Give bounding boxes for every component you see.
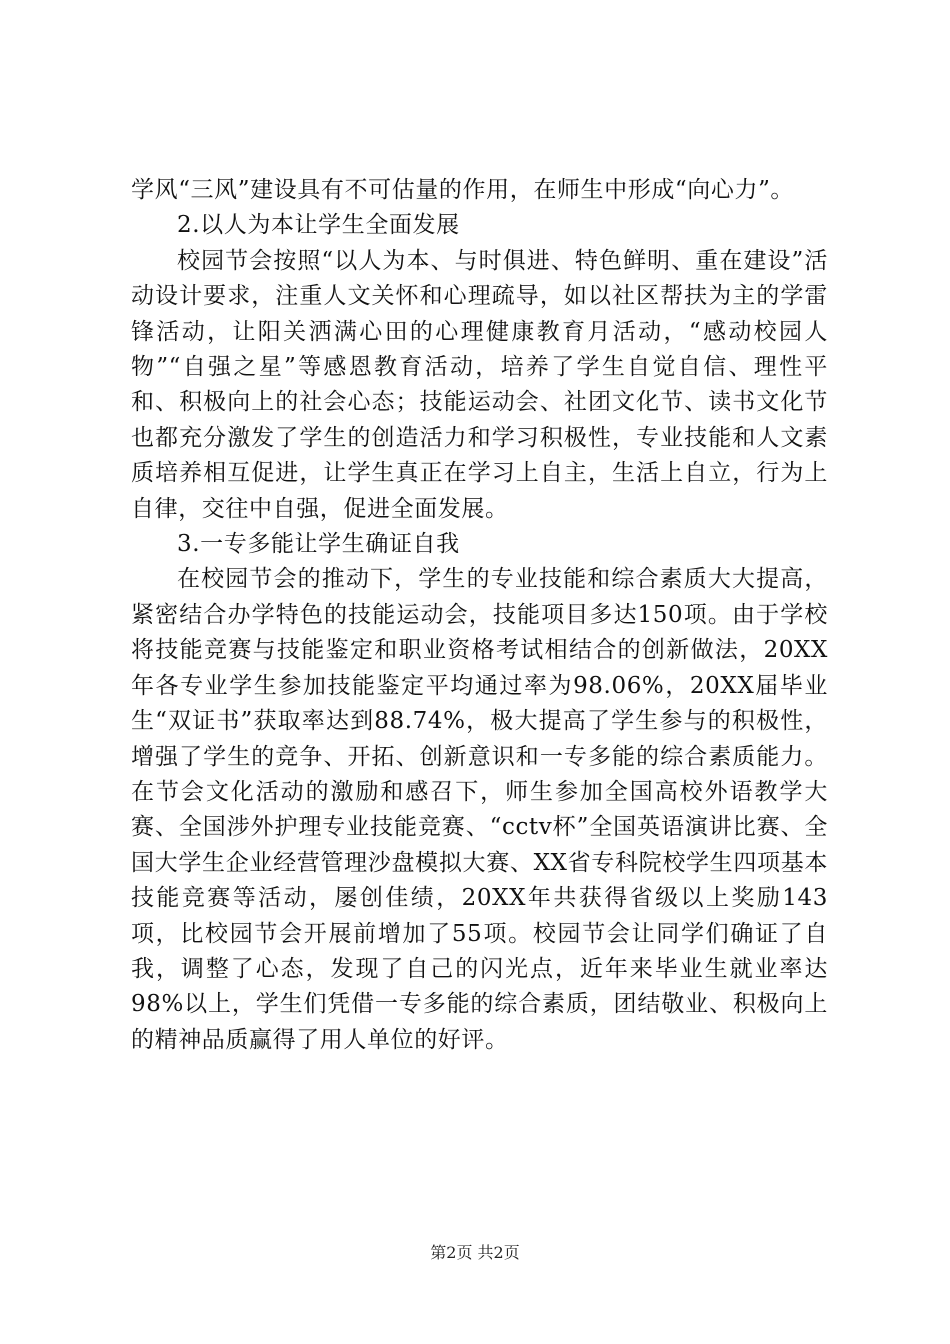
document-body — [131, 173, 828, 1058]
page-number-footer: 第2页 共2页 — [430, 1243, 520, 1262]
section-heading-2: 2.以人为本让学生全面发展 — [177, 212, 460, 239]
paragraph-section-2: 校园节会按照“以人为本、与时俱进、特色鲜明、重在建设”活动设计要求，注重人文关怀和心理疏导，如以社区帮扶为主的学雷锋活动，让阳关洒满心田的心理健康教育月活动，“感动校园人物”“自强之星”等感恩教育活动，培养了学生自觉自信、理性平和、积极向上的社会心态；技能运动会、社团文化节、读书文化节也都充分激发了学生的创造活力和学习积极性，专业技能和人文素质培养相互促进，让学生真正在学习上自主，生活上自立，行为上自律，交往中自强，促进全面发展。 — [131, 247, 828, 522]
paragraph-section-3: 在校园节会的推动下，学生的专业技能和综合素质大大提高，紧密结合办学特色的技能运动会，技能项目多达150项。由于学校将技能竞赛与技能鉴定和职业资格考试相结合的创新做法，20XX年各专业学生参加技能鉴定平均通过率为98.06%，20XX届毕业生“双证书”获取率达到88.74%，极大提高了学生参与的积极性，增强了学生的竞争、开拓、创新意识和一专多能的综合素质能力。在节会文化活动的激励和感召下，师生参加全国高校外语教学大赛、全国涉外护理专业技能竞赛、“cctv杯”全国英语演讲比赛、全国大学生企业经营管理沙盘模拟大赛、XX省专科院校学生四项基本技能竞赛等活动，屡创佳绩，20XX年共获得省级以上奖励143项，比校园节会开展前增加了55项。校园节会让同学们确证了自我，调整了心态，发现了自己的闪光点，近年来毕业生就业率达98%以上，学生们凭借一专多能的综合素质，团结敬业、积极向上的精神品质赢得了用人单位的好评。 — [131, 566, 828, 1053]
paragraph-continuation: 学风“三风”建设具有不可估量的作用，在师生中形成“向心力”。 — [131, 177, 795, 203]
section-heading-3: 3.一专多能让学生确证自我 — [177, 531, 460, 558]
